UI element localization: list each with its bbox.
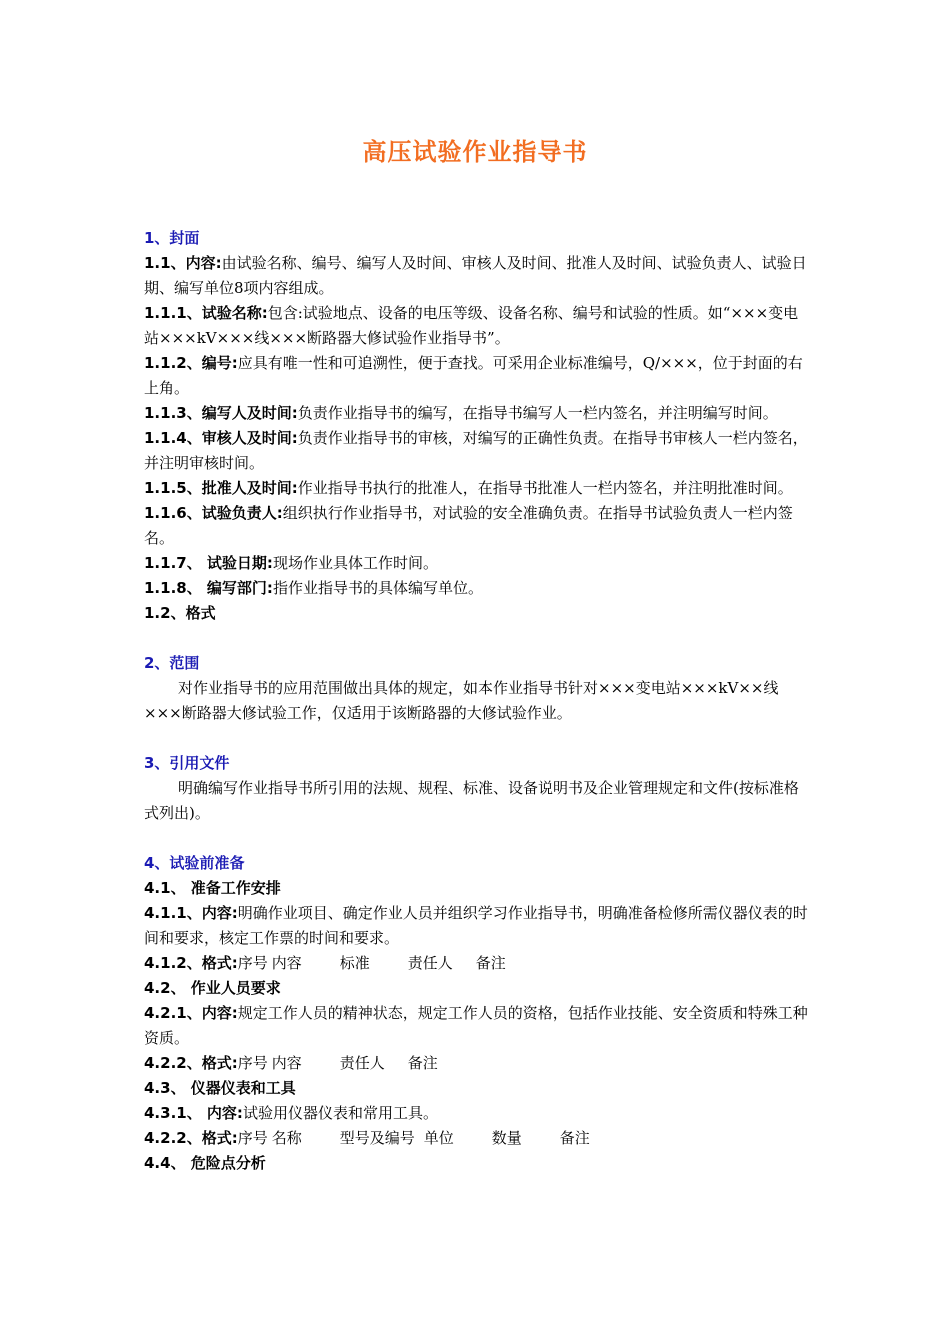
subheading-1-2: 1.2、格式: [144, 604, 216, 622]
format-col: 备注: [475, 954, 506, 972]
paragraph-1-1-3: [144, 401, 808, 426]
label: 4.1.1、内容:: [144, 904, 238, 922]
format-col: 数量: [491, 1129, 522, 1147]
label: 4.3.1、 内容:: [144, 1104, 243, 1122]
subheading-4-4: 4.4、 危险点分析: [144, 1154, 266, 1172]
paragraph-4-1-2: [144, 951, 808, 976]
document-title: 高压试验作业指导书: [362, 138, 588, 166]
paragraph-4-3-1: [144, 1101, 808, 1126]
paragraph-4-2-1: [144, 1001, 808, 1051]
format-col: 单位: [423, 1129, 454, 1147]
text: 指作业指导书的具体编写单位。: [272, 579, 483, 597]
text: 应具有唯一性和可追溯性，便于查找。可采用企业标准编号，Q/×××，位于封面的右上角。: [144, 354, 803, 397]
label: 4.1.2、格式:: [144, 954, 238, 972]
label: 1.1.2、编号:: [144, 354, 238, 372]
label: 1.1.4、审核人及时间:: [144, 429, 298, 447]
label: 1.1、内容:: [144, 254, 222, 272]
text: 由试验名称、编号、编写人及时间、审核人及时间、批准人及时间、试验负责人、试验日期、编写单位8项内容组成。: [144, 254, 807, 297]
section-heading-preparation: 4、试验前准备: [144, 854, 245, 872]
label: 4.2.2、格式:: [144, 1054, 238, 1072]
format-col: 型号及编号: [339, 1129, 415, 1147]
format-col: 标准: [339, 954, 370, 972]
document-body: [144, 226, 808, 1176]
paragraph-4-3-2: [144, 1126, 808, 1151]
label: 1.1.3、编写人及时间:: [144, 404, 298, 422]
text: 包含:试验地点、设备的电压等级、设备名称、编号和试验的性质。如“×××变电站×××kV×××线×××断路器大修试验作业指导书”。: [144, 304, 799, 347]
subheading-4-1: 4.1、 准备工作安排: [144, 879, 281, 897]
paragraph-1-1: [144, 251, 808, 301]
label: 1.1.6、试验负责人:: [144, 504, 283, 522]
paragraph-4-2-2: [144, 1051, 808, 1076]
section-heading-cover: 1、封面: [144, 229, 200, 247]
label: 1.1.5、批准人及时间:: [144, 479, 298, 497]
paragraph-1-1-5: [144, 476, 808, 501]
text: 负责作业指导书的编写，在指导书编写人一栏内签名，并注明编写时间。: [297, 404, 778, 422]
format-col: 备注: [407, 1054, 438, 1072]
paragraph-1-1-8: [144, 576, 808, 601]
label: 1.1.7、 试验日期:: [144, 554, 273, 572]
format-col: 内容: [271, 1054, 302, 1072]
text: 负责作业指导书的审核，对编写的正确性负责。在指导书审核人一栏内签名，并注明审核时间。: [144, 429, 808, 472]
paragraph-1-1-7: [144, 551, 808, 576]
text: 现场作业具体工作时间。: [272, 554, 438, 572]
paragraph-4-1-1: [144, 901, 808, 951]
paragraph-references: 明确编写作业指导书所引用的法规、规程、标准、设备说明书及企业管理规定和文件(按标准格式列出)。: [144, 779, 799, 822]
format-col: 责任人: [407, 954, 453, 972]
label: 4.2.2、格式:: [144, 1129, 238, 1147]
section-heading-scope: 2、范围: [144, 654, 200, 672]
label: 1.1.8、 编写部门:: [144, 579, 273, 597]
format-col: 责任人: [339, 1054, 385, 1072]
format-col: 序号: [237, 954, 268, 972]
text: 试验用仪器仪表和常用工具。: [242, 1104, 438, 1122]
text: 规定工作人员的精神状态，规定工作人员的资格，包括作业技能、安全资质和特殊工种资质。: [144, 1004, 808, 1047]
label: 4.2.1、内容:: [144, 1004, 238, 1022]
subheading-4-3: 4.3、 仪器仪表和工具: [144, 1079, 296, 1097]
label: 1.1.1、试验名称:: [144, 304, 268, 322]
paragraph-1-1-4: [144, 426, 808, 476]
text: 组织执行作业指导书，对试验的安全准确负责。在指导书试验负责人一栏内签名。: [144, 504, 793, 547]
format-col: 序号: [237, 1129, 268, 1147]
section-heading-references: 3、引用文件: [144, 754, 230, 772]
format-col: 内容: [271, 954, 302, 972]
paragraph-1-1-1: [144, 301, 808, 351]
paragraph-scope: 对作业指导书的应用范围做出具体的规定，如本作业指导书针对×××变电站×××kV××线×××断路器大修试验工作，仅适用于该断路器的大修试验作业。: [144, 679, 779, 722]
format-col: 序号: [237, 1054, 268, 1072]
text: 作业指导书执行的批准人，在指导书批准人一栏内签名，并注明批准时间。: [297, 479, 793, 497]
paragraph-1-1-2: [144, 351, 808, 401]
text: 明确作业项目、确定作业人员并组织学习作业指导书，明确准备检修所需仪器仪表的时间和要求，核定工作票的时间和要求。: [144, 904, 808, 947]
format-col: 名称: [271, 1129, 302, 1147]
subheading-4-2: 4.2、 作业人员要求: [144, 979, 281, 997]
paragraph-1-1-6: [144, 501, 808, 551]
format-col: 备注: [559, 1129, 590, 1147]
